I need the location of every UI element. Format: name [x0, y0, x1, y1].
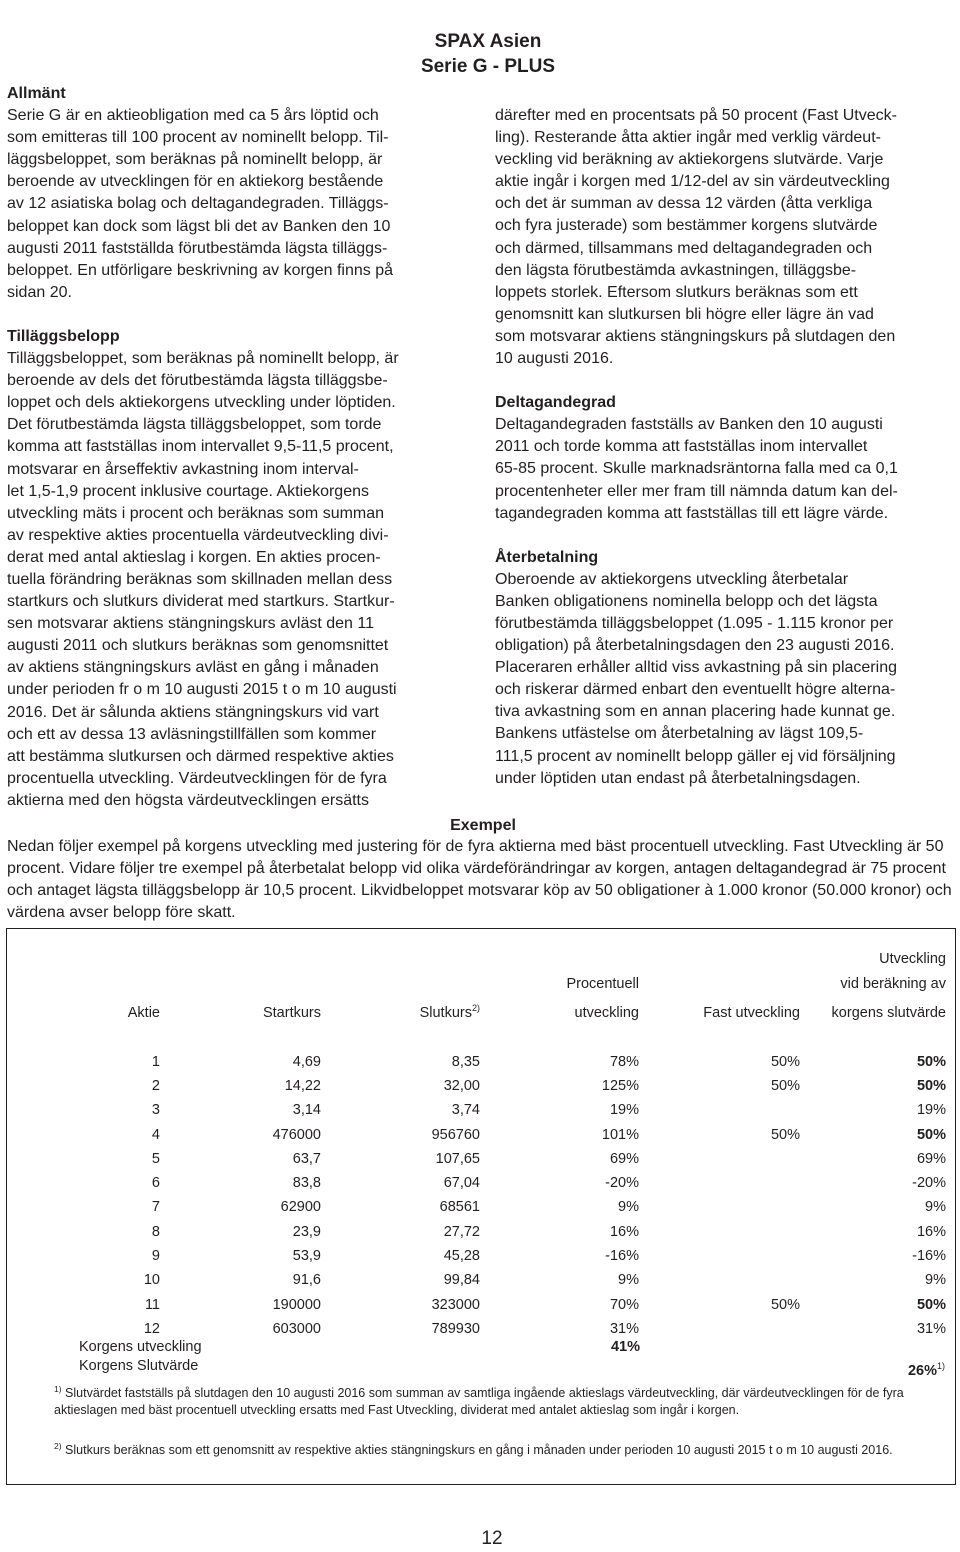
cell-fast: [639, 1220, 800, 1244]
text-line: motsvarar en årseffektiv avkastning inom interval-: [7, 460, 359, 478]
text-line: procentuella utveckling. Värdeutvecklingen för de fyra: [7, 769, 387, 787]
cell-proc: 19%: [609, 1102, 639, 1119]
text-line: och riskerar därmed enbart den eventuellt högre alterna-: [495, 681, 896, 699]
table-row: [7, 1098, 946, 1122]
cell-utv: 50%: [916, 1053, 946, 1070]
text-line: sen motsvarar aktiens stängningskurs avläst den 11: [7, 615, 375, 633]
text-line: tiva avkastning som en annan placering hade kunnat ge.: [495, 703, 896, 721]
cell-aktie: 5: [151, 1150, 160, 1167]
table-body: [7, 1050, 946, 1342]
header-aktie: Aktie: [127, 1004, 160, 1021]
cell-slut: 323000: [431, 1296, 480, 1313]
text-line: därefter med en procentsats på 50 procent (Fast Utveck-: [495, 107, 897, 124]
cell-proc: -20%: [605, 1175, 639, 1192]
text-line: beroende av dels det förutbestämda lägsta tilläggsbe-: [7, 372, 388, 390]
cell-start: 190000: [272, 1296, 321, 1313]
cell-proc: -16%: [605, 1248, 639, 1264]
cell-utv: 16%: [916, 1223, 946, 1240]
text-line: den lägsta förutbestämda avkastningen, tilläggsbe-: [495, 261, 857, 279]
cell-start: 476000: [272, 1126, 321, 1143]
text-line: läggsbeloppet, som beräknas på nominellt belopp, är: [7, 151, 383, 169]
cell-aktie: 1: [151, 1053, 160, 1070]
text-line: let 1,5-1,9 procent inklusive courtage. Aktiekorgens: [7, 482, 369, 500]
text-line: tagandegraden komma att fastställas till ett lägre värde.: [495, 504, 889, 522]
text-line: startkurs och slutkurs dividerat med startkurs. Startkur-: [7, 593, 395, 611]
text-line: under löptiden utan endast på återbetalningsdagen.: [495, 769, 861, 787]
table-row: [7, 1244, 946, 1268]
deltagandegrad-text: [495, 414, 960, 524]
text-line: 2016. Det är sålunda aktiens stängningskurs vid vart: [7, 703, 379, 721]
text-line: augusti 2011 fastställda förutbestämda lägsta tilläggs-: [7, 239, 388, 257]
cell-start: 23,9: [292, 1223, 321, 1240]
cell-start: 4,69: [292, 1053, 321, 1070]
text-line: av respektive akties procentuella värdeutveckling divi-: [7, 526, 389, 544]
section-heading-tillaggsbelopp: Tilläggsbelopp: [7, 327, 120, 345]
text-line: Oberoende av aktiekorgens utveckling återbetalar: [495, 570, 849, 588]
cell-aktie: 6: [151, 1175, 160, 1192]
text-line: att bestämma slutkursen och därmed respektive akties: [7, 747, 394, 765]
section-heading-deltagandegrad: Deltagandegrad: [495, 394, 616, 412]
cell-slut: 956760: [431, 1126, 480, 1143]
cell-fast: [639, 1268, 800, 1292]
text-line: 10 augusti 2016.: [495, 350, 614, 368]
table-row: [7, 1147, 946, 1171]
header-procentuell-line1: Procentuell: [566, 975, 639, 992]
cell-utv: -16%: [912, 1248, 946, 1264]
text-line: Tilläggsbeloppet, som beräknas på nominellt belopp, är: [7, 350, 399, 368]
text-line: augusti 2011 och slutkurs beräknas som genomsnittet: [7, 637, 389, 655]
cell-utv: 50%: [916, 1296, 946, 1313]
text-line: obligation) på återbetalningsdagen den 23 augusti 2016.: [495, 637, 895, 655]
cell-slut: 32,00: [443, 1077, 480, 1094]
footnote-2: $^{2)}$ Slutkurs beräknas som ett genomsnitt av respektive akties stängningskurs en gång i månaden under perioden 10 augusti 2015 t o m 10 augusti 2016.: [54, 1441, 893, 1458]
text-line: ling). Resterande åtta aktier ingår med verklig värdeut-: [495, 129, 881, 147]
section-heading-aterbetalning: Återbetalning: [495, 548, 599, 566]
cell-start: 83,8: [292, 1175, 321, 1192]
section-heading-allmant: Allmänt: [7, 85, 66, 102]
cell-fast: [639, 1317, 800, 1341]
cell-proc: 70%: [609, 1296, 639, 1313]
cell-start: 53,9: [292, 1248, 321, 1264]
text-line: 65-85 procent. Skulle marknadsräntorna falla med ca 0,1: [495, 460, 898, 478]
cell-slut: 107,65: [435, 1150, 480, 1167]
cell-aktie: 10: [143, 1272, 160, 1289]
aterbetalning-text: [495, 569, 960, 790]
cell-utv: 50%: [916, 1126, 946, 1143]
cell-fast: [639, 1147, 800, 1171]
cell-utv: -20%: [912, 1175, 946, 1192]
cell-slut: 45,28: [443, 1248, 480, 1264]
cell-fast: [639, 1195, 800, 1219]
text-line: Det förutbestämda lägsta tilläggsbeloppet, som torde: [7, 416, 382, 434]
cell-fast: 50%: [770, 1077, 800, 1094]
text-line: förutbestämda tilläggsbeloppet (1.095 - 1.115 kronor per: [495, 614, 894, 632]
continuation-text: [495, 105, 960, 370]
cell-fast: [639, 1098, 800, 1122]
cell-fast: [639, 1244, 800, 1268]
text-line: och därmed, tillsammans med deltagandegraden och: [495, 239, 873, 257]
cell-slut: 27,72: [443, 1223, 480, 1240]
cell-slut: 789930: [431, 1320, 480, 1337]
text-line: som emitteras till 100 procent av nominellt belopp. Til-: [7, 129, 389, 147]
cell-slut: 68561: [439, 1199, 480, 1216]
table-row: [7, 1074, 946, 1098]
text-line: och fyra justerade) som bestämmer korgens slutvärde: [495, 217, 878, 235]
cell-start: 603000: [272, 1320, 321, 1337]
text-line: Banken obligationens nominella belopp och det lägsta: [495, 592, 878, 610]
text-line: 2011 och torde komma att fastställas inom intervallet: [495, 438, 868, 456]
text-line: utveckling mäts i procent och beräknas som summan: [7, 504, 385, 522]
header-utveckling-line1: Utveckling: [879, 951, 946, 967]
cell-utv: 31%: [916, 1320, 946, 1337]
cell-slut: 8,35: [451, 1053, 480, 1070]
allmant-text: [7, 105, 473, 304]
cell-aktie: 4: [151, 1126, 160, 1143]
right-column: [495, 105, 960, 790]
cell-fast: 50%: [770, 1053, 800, 1070]
example-table-box: [6, 928, 956, 1485]
cell-start: 3,14: [292, 1102, 321, 1119]
table-row: [7, 1195, 946, 1219]
cell-proc: 101%: [601, 1126, 639, 1143]
cell-proc: 9%: [618, 1272, 639, 1289]
cell-proc: 16%: [609, 1223, 639, 1240]
table-row: [7, 1123, 946, 1147]
table-row: [7, 1171, 946, 1195]
left-column: [7, 83, 473, 812]
text-line: av 12 asiatiska bolag och deltagandegraden. Tilläggs-: [7, 195, 389, 213]
text-line: aktie ingår i korgen med 1/12-del av sin värdeutveckling: [495, 173, 890, 191]
header-fast-utveckling: Fast utveckling: [703, 1004, 800, 1021]
cell-utv: 50%: [916, 1077, 946, 1094]
korgens-slutvarde-label: Korgens Slutvärde: [79, 1358, 199, 1374]
text-line: loppet och dels aktiekorgens utveckling under löptiden.: [7, 394, 396, 412]
table-row: [7, 1220, 946, 1244]
cell-utv: 9%: [925, 1272, 946, 1289]
example-table: [7, 947, 946, 1341]
text-line: under perioden fr o m 10 augusti 2015 t o m 10 augusti: [7, 681, 397, 699]
table-header-row-2: [7, 972, 946, 997]
text-line: veckling vid beräkning av aktiekorgens slutvärde. Varje: [495, 151, 884, 169]
cell-fast: 50%: [770, 1126, 800, 1143]
text-line: och det är summan av dessa 12 värden (åtta verkliga: [495, 195, 873, 213]
cell-aktie: 12: [143, 1320, 160, 1337]
text-line: loppets storlek. Eftersom slutkurs beräknas som ett: [495, 283, 858, 301]
header-slutkurs: Slutkurs$^{2)}$: [419, 1003, 480, 1021]
cell-aktie: 11: [144, 1296, 160, 1313]
cell-aktie: 3: [151, 1102, 160, 1119]
document-subtitle: Serie G - PLUS: [420, 56, 556, 77]
header-procentuell-line2: utveckling: [574, 1004, 639, 1021]
cell-proc: 78%: [609, 1053, 639, 1070]
text-line: beroende av utvecklingen för en aktiekorg bestående: [7, 173, 384, 191]
text-line: procentenheter eller mer fram till nämnda datum kan del-: [495, 482, 898, 500]
cell-utv: 19%: [916, 1102, 946, 1119]
korgens-utveckling-label: Korgens utveckling: [79, 1339, 202, 1355]
cell-utv: 9%: [925, 1199, 946, 1216]
cell-slut: 3,74: [451, 1102, 480, 1119]
cell-proc: 31%: [609, 1320, 639, 1337]
section-heading-exempel: Exempel: [450, 817, 516, 834]
header-startkurs: Startkurs: [262, 1004, 321, 1021]
text-line: 111,5 procent av nominellt belopp gäller ej vid försäljning: [495, 747, 896, 765]
cell-aktie: 8: [151, 1223, 160, 1240]
text-line: Bankens utfästelse om återbetalning av lägst 109,5-: [495, 725, 864, 743]
text-line: Serie G är en aktieobligation med ca 5 års löptid och: [7, 107, 379, 125]
text-line: och ett av dessa 13 avläsningstillfällen som kommer: [7, 725, 377, 743]
text-line: derat med antal aktieslag i korgen. En akties procen-: [7, 548, 381, 566]
page-number: 12: [481, 1528, 503, 1549]
text-line: Deltagandegraden fastställs av Banken den 10 augusti: [495, 416, 883, 434]
text-line: beloppet kan dock som lägst bli det av Banken den 10: [7, 217, 391, 235]
korgens-utveckling-value: 41%: [610, 1339, 640, 1355]
cell-proc: 9%: [618, 1199, 639, 1216]
table-row: [7, 1293, 946, 1317]
cell-start: 62900: [280, 1199, 321, 1216]
cell-proc: 125%: [601, 1077, 639, 1094]
cell-slut: 67,04: [443, 1175, 480, 1192]
cell-start: 91,6: [292, 1272, 321, 1289]
cell-aktie: 9: [151, 1248, 160, 1264]
cell-proc: 69%: [609, 1150, 639, 1167]
text-line: tuella förändring beräknas som skillnaden mellan dess: [7, 570, 393, 588]
cell-fast: [639, 1171, 800, 1195]
text-line: Placeraren erhåller alltid viss avkastning på sin placering: [495, 659, 897, 677]
header-utveckling-line3: korgens slutvärde: [831, 1004, 946, 1021]
cell-slut: 99,84: [443, 1272, 480, 1289]
table-row: [7, 1050, 946, 1074]
text-line: sidan 20.: [7, 283, 72, 301]
text-line: beloppet. En utförligare beskrivning av korgen finns på: [7, 261, 394, 279]
cell-aktie: 2: [151, 1077, 160, 1094]
text-line: som motsvarar aktiens stängningskurs på slutdagen den: [495, 327, 896, 345]
cell-start: 14,22: [284, 1077, 321, 1094]
footnote-1: $^{1)}$ Slutvärdet fastställs på slutdagen den 10 augusti 2016 som summan av samtliga ingående aktieslags värdeutveckling, där värdeutvecklingen för de fyra aktieslagen med bäst procentuell utveckling ersatts med Fast Utveckling, dividerat med antalet aktieslag som ingår i korgen.: [54, 1384, 904, 1417]
table-header-row-1: [7, 947, 946, 972]
exempel-text: Nedan följer exempel på korgens utveckling med justering för de fyra aktierna med bäst procentuell utveckling. Fast Utveckling är 50 procent. Vidare följer tre exempel på återbetalat belopp vid olika värdeförändringar av korgen, antagen deltagandegrad är 75 procent och antaget lägsta tilläggsbelopp är 10,5 procent. Likvidbeloppet motsvarar köp av 50 obligationer à 1.000 kronor (50.000 kronor) och värdena avser belopp före skatt.: [7, 838, 952, 921]
cell-fast: 50%: [770, 1296, 800, 1313]
text-line: genomsnitt kan slutkursen bli högre eller lägre än vad: [495, 305, 874, 323]
header-utveckling-line2: vid beräkning av: [840, 975, 946, 992]
cell-utv: 69%: [916, 1150, 946, 1167]
table-header-row-3: [7, 996, 946, 1025]
korgens-slutvarde-value: 26%$^{1)}$: [907, 1361, 945, 1379]
document-title: SPAX Asien: [434, 31, 542, 52]
cell-start: 63,7: [292, 1150, 321, 1167]
table-row: [7, 1268, 946, 1292]
tillaggsbelopp-text: [7, 348, 473, 812]
cell-aktie: 7: [151, 1199, 160, 1216]
text-line: av aktiens stängningskurs avläst en gång i månaden: [7, 659, 379, 677]
text-line: aktierna med den högsta värdeutvecklingen ersätts: [7, 791, 369, 809]
text-line: komma att fastställas inom intervallet 9,5-11,5 procent,: [7, 438, 394, 456]
